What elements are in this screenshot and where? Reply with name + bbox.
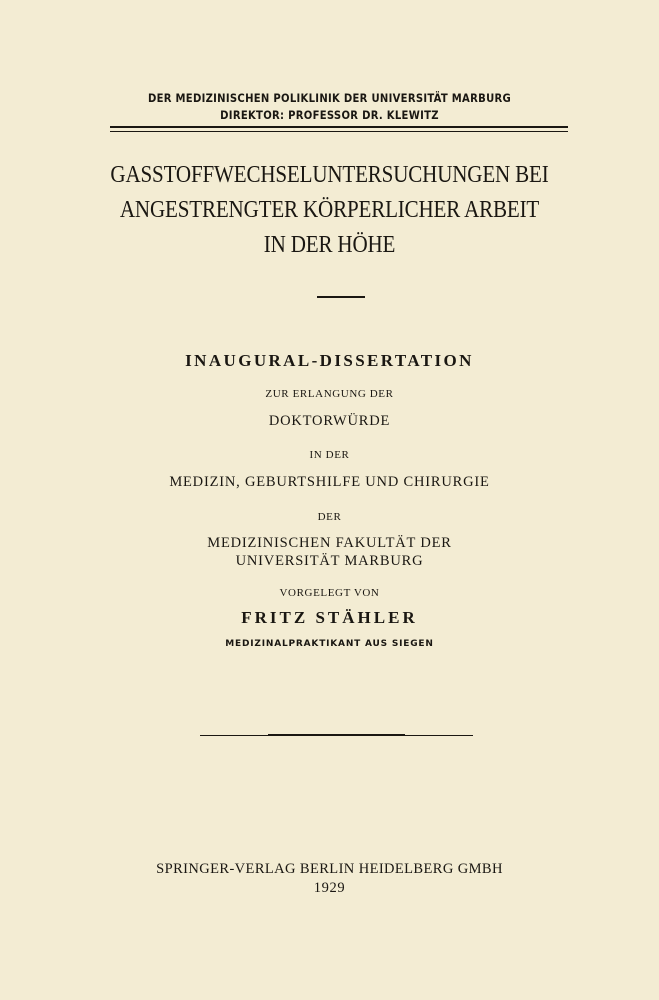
dissertation-line-8: VORGELEGT VON bbox=[279, 587, 380, 599]
author-subtitle: MEDIZINALPRAKTIKANT AUS SIEGEN bbox=[225, 639, 434, 649]
institution-line: DER MEDIZINISCHEN POLIKLINIK DER UNIVERSITÄT MARBURG bbox=[147, 91, 512, 105]
dissertation-line-3: IN DER bbox=[309, 449, 350, 461]
director-line: DIREKTOR: PROFESSOR DR. KLEWITZ bbox=[220, 108, 439, 122]
title-line-2: ANGESTRENGTER KÖRPERLICHER ARBEIT bbox=[119, 196, 540, 223]
dissertation-line-5: DER bbox=[317, 511, 342, 523]
author-name: FRITZ STÄHLER bbox=[241, 608, 418, 627]
dissertation-line-6: MEDIZINISCHEN FAKULTÄT DER bbox=[207, 535, 452, 551]
title-line-3: IN DER HÖHE bbox=[263, 231, 396, 258]
year: 1929 bbox=[313, 880, 346, 896]
title-line-1: GASSTOFFWECHSELUNTERSUCHUNGEN BEI bbox=[110, 161, 549, 188]
header-rule-thin bbox=[110, 131, 568, 132]
dissertation-heading: INAUGURAL-DISSERTATION bbox=[185, 351, 474, 370]
header-rule-thick bbox=[110, 126, 568, 128]
publisher: SPRINGER-VERLAG BERLIN HEIDELBERG GMBH bbox=[156, 861, 503, 877]
dissertation-line-2: DOKTORWÜRDE bbox=[268, 413, 391, 429]
dissertation-line-4: MEDIZIN, GEBURTSHILFE UND CHIRURGIE bbox=[169, 474, 490, 490]
dissertation-line-7: UNIVERSITÄT MARBURG bbox=[235, 553, 424, 569]
title-divider bbox=[317, 296, 365, 298]
bottom-rule-center bbox=[268, 734, 405, 736]
dissertation-line-1: ZUR ERLANGUNG DER bbox=[265, 388, 394, 400]
